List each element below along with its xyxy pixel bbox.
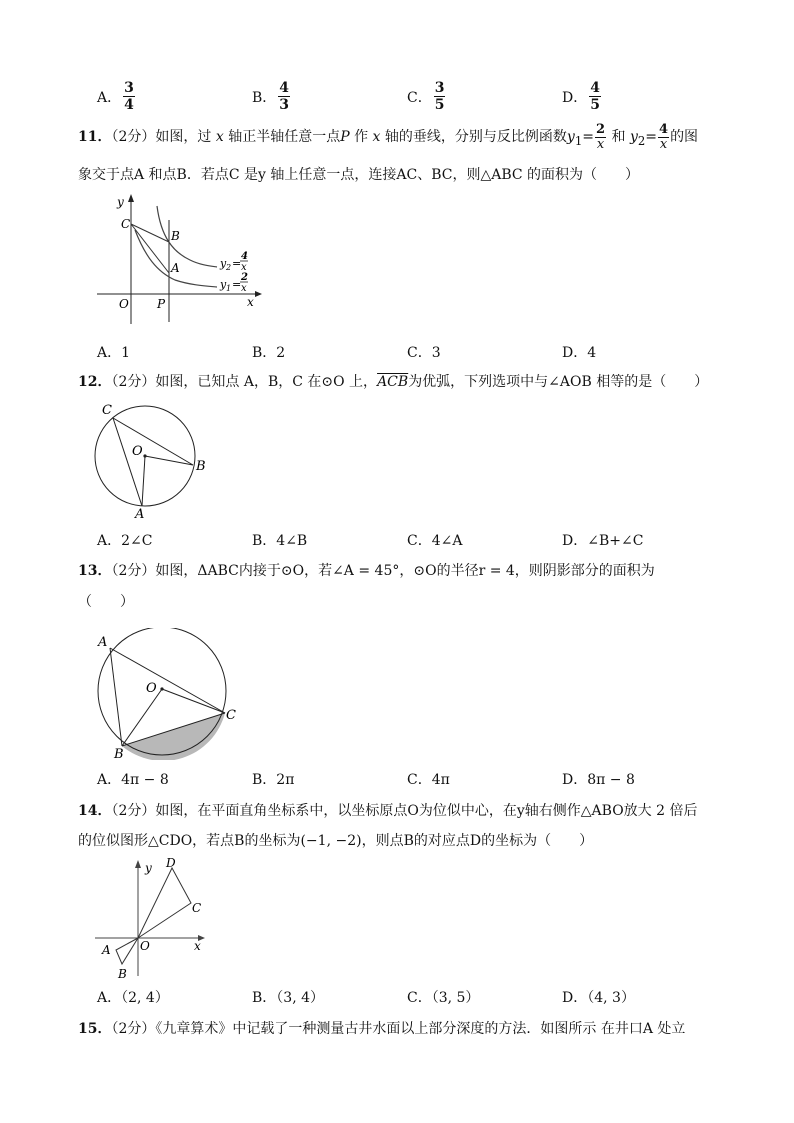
q10-option-c[interactable]: C． $\frac{3}{5}$ — [407, 80, 445, 113]
label-a: A — [171, 261, 180, 275]
triangle-cdo — [138, 868, 191, 938]
q13-option-a[interactable]: A．4π − 8 — [97, 772, 169, 788]
q10-option-b[interactable]: B． $\frac{4}{3}$ — [252, 80, 290, 113]
svg-text:=: = — [232, 278, 242, 291]
label-a: A — [102, 943, 111, 957]
label-y2-var: y — [220, 257, 227, 270]
q13-option-c[interactable]: C．4π — [407, 772, 450, 788]
label-a: A — [135, 507, 145, 520]
fraction: $\frac{3}{4}$ — [124, 80, 134, 113]
label-x: x — [194, 939, 201, 953]
x-axis-arrow — [255, 291, 262, 297]
svg-text:=: = — [232, 257, 242, 270]
q11-figure — [95, 192, 265, 327]
q14-line2: 的位似图形△CDO，若点B的坐标为(−1, −2)，则点B的对应点D的坐标为（ ） — [78, 833, 594, 849]
label-b: B — [118, 967, 127, 980]
label-a: A — [98, 635, 108, 650]
q12-option-a[interactable]: A．2∠C — [97, 533, 153, 549]
label-c: C — [192, 901, 202, 915]
q12-option-b[interactable]: B．4∠B — [252, 533, 308, 549]
label-y2-den: x — [241, 262, 247, 273]
label-o: O — [146, 681, 157, 696]
label-x: x — [247, 295, 254, 309]
q13-figure — [90, 628, 250, 760]
q10-option-d[interactable]: D． $\frac{4}{5}$ — [562, 80, 600, 113]
segment-oa — [142, 456, 145, 506]
q11-option-b[interactable]: B．2 — [252, 345, 286, 361]
q14-line1: 14．（2分）如图，在平面直角坐标系中，以坐标原点O为位似中心，在y轴右侧作△ABO放大 2 倍后 — [78, 803, 698, 819]
label-d: D — [166, 858, 176, 870]
q12-options — [97, 530, 717, 550]
segment-oc — [162, 689, 225, 713]
fraction: $\frac{4}{x}$ — [659, 121, 669, 152]
label-y: y — [145, 861, 152, 875]
label-y: y — [117, 195, 124, 209]
q13-line1: 13．（2分）如图，ΔABC内接于⊙O，若∠A = 45°，⊙O的半径r = 4，则阴影部分的面积为 — [78, 563, 655, 579]
q11-line1: 11．（2分）如图，过 x 轴正半轴任意一点P 作 x 轴的垂线，分别与反比例函数$y_1=$ $\frac{2}{x}$ 和 $y_2=$ $\frac{4}{x}$ 的图 — [78, 121, 699, 152]
label-b: B — [114, 747, 124, 760]
label-p: P — [157, 297, 166, 311]
q12-option-c[interactable]: C．4∠A — [407, 533, 463, 549]
label-y1-num: 2 — [241, 272, 248, 283]
curve-y2 — [157, 206, 217, 267]
fraction: $\frac{3}{5}$ — [434, 80, 445, 113]
label-c: C — [102, 403, 112, 418]
center-dot — [160, 687, 163, 690]
label-b: B — [196, 459, 206, 474]
label-b: B — [171, 229, 180, 243]
q14-option-d[interactable]: D．（4, 3） — [562, 990, 635, 1006]
shaded-segment — [122, 713, 225, 760]
q11-line2: 象交于点A 和点B．若点C 是y 轴上任意一点，连接AC、BC，则△ABC 的面积为（ ） — [78, 167, 640, 183]
q13-option-b[interactable]: B．2π — [252, 772, 295, 788]
label-c: C — [226, 708, 236, 723]
q11-option-d[interactable]: D．4 — [562, 345, 597, 361]
q12-option-d[interactable]: D．∠B+∠C — [562, 533, 644, 549]
label-y1-sub: 1 — [226, 284, 232, 293]
q12-text: 12．（2分）如图，已知点 A，B，C 在⊙O 上，$\overline{ACB}$为优弧，下列选项中与∠AOB 相等的是（ ） — [78, 374, 709, 390]
q11-options — [97, 342, 717, 362]
q14-figure — [90, 858, 215, 980]
label-y2-sub: 2 — [226, 263, 232, 272]
q11-option-a[interactable]: A．1 — [97, 345, 131, 361]
q14-option-b[interactable]: B．（3, 4） — [252, 990, 325, 1006]
label-o: O — [119, 297, 129, 311]
triangle-abo — [116, 938, 138, 964]
fraction: $\frac{4}{3}$ — [279, 80, 290, 113]
y-axis-arrow — [128, 194, 134, 202]
q14-option-c[interactable]: C．（3, 5） — [407, 990, 480, 1006]
label-c: C — [121, 217, 131, 231]
label-o: O — [132, 444, 143, 459]
q13-options — [97, 769, 717, 789]
fraction: $\frac{2}{x}$ — [595, 121, 606, 152]
q12-figure — [90, 398, 215, 520]
label-y2-num: 4 — [241, 251, 248, 262]
q10-option-a[interactable]: A． $\frac{3}{4}$ — [97, 80, 134, 113]
label-o: O — [140, 939, 150, 953]
q14-option-a[interactable]: A．（2, 4） — [97, 990, 169, 1006]
label-y1-var: y — [220, 278, 227, 291]
segment-ca — [113, 418, 142, 506]
center-dot — [143, 454, 146, 457]
q11-option-c[interactable]: C．3 — [407, 345, 441, 361]
q14-options — [97, 987, 717, 1007]
fraction: $\frac{4}{5}$ — [590, 80, 600, 113]
arc-label: $\overline{ACB}$ — [377, 374, 409, 390]
y-axis-arrow — [135, 860, 141, 868]
q13-line2: （ ） — [78, 594, 134, 610]
segment-ac — [110, 648, 225, 713]
q13-option-d[interactable]: D．8π − 8 — [562, 772, 635, 788]
label-y1-den: x — [241, 283, 247, 294]
q15-line1: 15．（2分）《九章算术》中记载了一种测量古井水面以上部分深度的方法．如图所示 在井口A 处立 — [78, 1021, 686, 1037]
q10-options — [97, 80, 717, 113]
